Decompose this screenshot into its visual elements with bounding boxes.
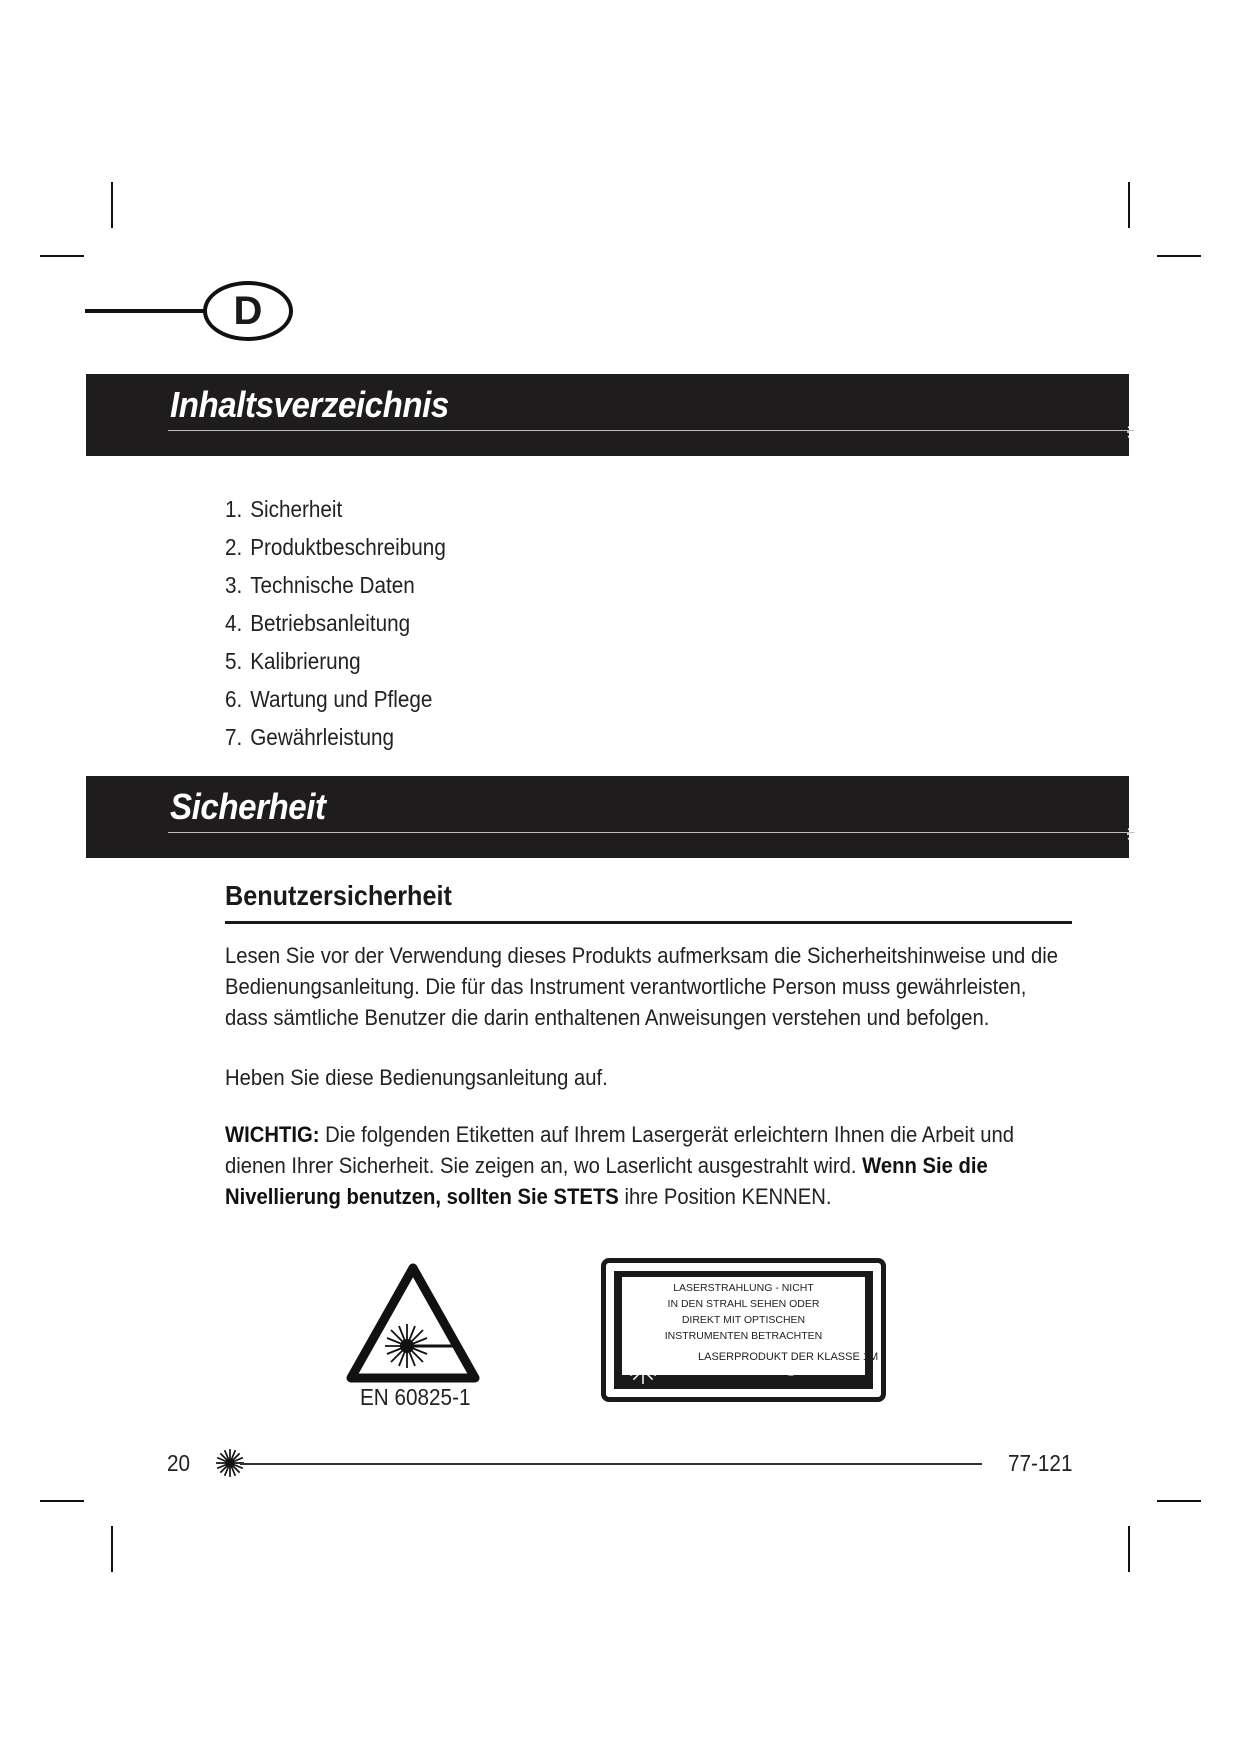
toc-item-number: 1. — [225, 496, 243, 522]
keep-manual-paragraph: Heben Sie diese Bedienungsanleitung auf. — [225, 1065, 608, 1090]
toc-item-number: 7. — [225, 724, 243, 750]
toc-item[interactable] — [225, 490, 446, 528]
toc-item[interactable] — [225, 604, 446, 642]
toc-item[interactable] — [225, 528, 446, 566]
crop-mark — [40, 255, 84, 257]
laser-star-icon — [628, 1355, 658, 1385]
footer-rule — [240, 1463, 982, 1465]
section-rule — [168, 832, 1136, 833]
language-marker-line — [85, 309, 205, 313]
warning-line: INSTRUMENTEN BETRACHTEN — [664, 1330, 823, 1342]
table-of-contents — [225, 490, 470, 756]
toc-item-label: Kalibrierung — [250, 648, 361, 674]
important-emphasis: Wenn Sie die Nivellierung benutzen, sollten Sie STETS — [225, 1153, 988, 1209]
toc-item[interactable] — [225, 566, 446, 604]
laser-class-label — [601, 1258, 886, 1402]
crop-mark — [40, 1500, 84, 1502]
safety-section-title: Sicherheit — [170, 786, 326, 827]
warning-line: DIREKT MIT OPTISCHEN — [681, 1314, 806, 1326]
crop-mark — [1157, 1500, 1201, 1502]
toc-item-label: Produktbeschreibung — [250, 534, 446, 560]
warning-line: LASERSTRAHLUNG - NICHT — [673, 1282, 814, 1294]
toc-item[interactable] — [225, 718, 446, 756]
toc-item-number: 6. — [225, 686, 243, 712]
section-rule — [168, 430, 1136, 431]
laser-class-text: LASERPRODUKT DER KLASSE 1M — [698, 1351, 879, 1363]
toc-section-title: Inhaltsverzeichnis — [170, 384, 449, 425]
warning-line: IN DEN STRAHL SEHEN ODER — [667, 1298, 820, 1310]
toc-item-number: 2. — [225, 534, 243, 560]
important-text-end: ihre Position KENNEN. — [618, 1184, 832, 1209]
crop-mark — [111, 182, 113, 228]
heading-rule — [225, 921, 1072, 924]
page-number: 20 — [167, 1450, 191, 1476]
toc-item-label: Gewährleistung — [250, 724, 395, 750]
crop-mark — [1128, 182, 1130, 228]
important-label: WICHTIG: — [225, 1122, 320, 1147]
max-power-text: MAXIMALE LEISTUNG ≤ 1 mW @ 630 - 670 nm — [664, 1367, 848, 1377]
laser-warning-triangle-icon — [345, 1262, 481, 1384]
toc-item-number: 3. — [225, 572, 243, 598]
toc-item-number: 5. — [225, 648, 243, 674]
safety-section-bar — [86, 776, 1129, 858]
toc-item[interactable] — [225, 642, 446, 680]
toc-item-label: Sicherheit — [250, 496, 343, 522]
crop-mark — [111, 1526, 113, 1572]
toc-item-label: Technische Daten — [250, 572, 415, 598]
crop-mark — [1128, 1526, 1130, 1572]
laser-star-icon — [1126, 418, 1154, 446]
toc-item-number: 4. — [225, 610, 243, 636]
important-paragraph — [225, 1119, 1071, 1212]
laser-star-icon — [1126, 820, 1154, 848]
toc-item[interactable] — [225, 680, 446, 718]
toc-section-bar — [86, 374, 1129, 456]
toc-item-label: Betriebsanleitung — [250, 610, 411, 636]
triangle-caption: EN 60825-1 — [360, 1384, 471, 1410]
important-text: Die folgenden Etiketten auf Ihrem Lasergerät erleichtern Ihnen die Arbeit und dienen Ihrer Sicherheit. Sie zeigen an, wo Laserlicht ausgestrahlt wird. — [225, 1122, 1015, 1178]
safety-paragraph: Lesen Sie vor der Verwendung dieses Produkts aufmerksam die Sicherheitshinweise und die Bedienungsanleitung. Die für das Instrument verantwortliche Person muss gewährleisten, dass sämtliche Benutzer die darin enthaltenen Anweisungen verstehen und befolgen. — [225, 943, 1058, 1030]
crop-mark — [1157, 255, 1201, 257]
language-marker — [203, 281, 293, 341]
language-marker-text: D — [233, 289, 263, 333]
user-safety-heading: Benutzersicherheit — [225, 880, 452, 911]
document-code: 77-121 — [1008, 1450, 1073, 1476]
toc-item-label: Wartung und Pflege — [250, 686, 433, 712]
